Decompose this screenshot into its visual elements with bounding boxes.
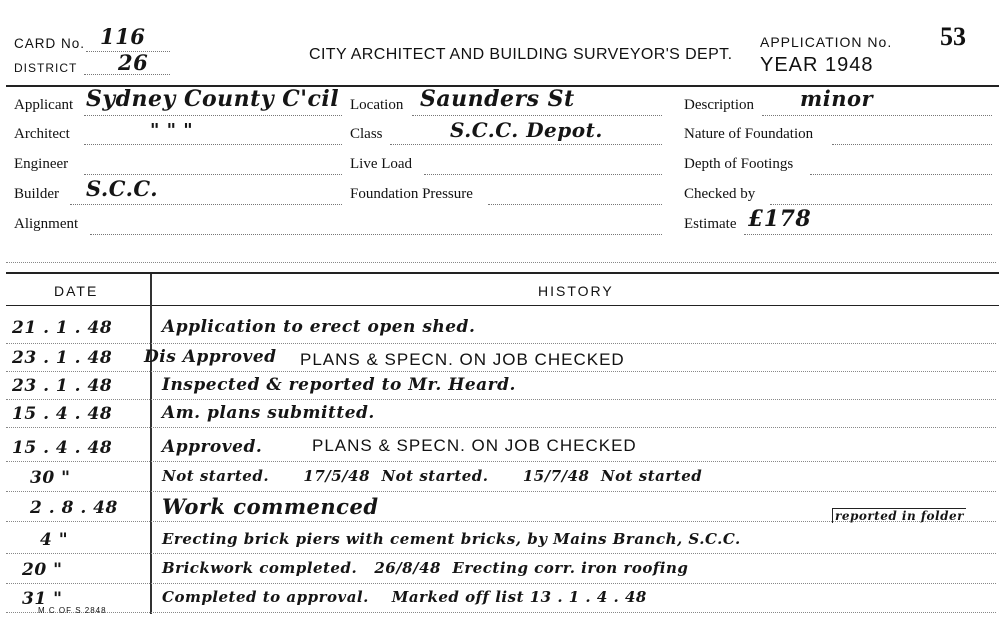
engineer-label: Engineer: [14, 156, 69, 172]
row-date: 23 . 1 . 48: [12, 348, 113, 368]
row-history: Work commenced: [162, 494, 379, 519]
depth-of-footings-label: Depth of Footings: [684, 156, 794, 172]
plans-checked-stamp: PLANS & SPECN. ON JOB CHECKED: [312, 436, 637, 455]
row-history: Am. plans submitted.: [162, 403, 375, 423]
row-history: Inspected & reported to Mr. Heard.: [162, 375, 516, 395]
architect-value: " " ": [150, 120, 194, 141]
description-value: minor: [800, 86, 874, 111]
architect-label: Architect: [14, 126, 70, 142]
builder-label: Builder: [14, 186, 59, 202]
row-history: Erecting brick piers with cement bricks, by Mains Branch, S.C.C.: [162, 530, 741, 548]
fields-bottom-dotted: [6, 262, 996, 263]
district-label: DISTRICT: [14, 61, 78, 75]
date-column-divider: [150, 274, 152, 614]
table-header-rule: [6, 305, 999, 306]
table-top-rule: [6, 272, 999, 274]
estimate-line: [744, 234, 992, 235]
row-date: 31 ": [22, 589, 63, 609]
row-history: Application to erect open shed.: [162, 317, 476, 337]
builder-line: [70, 204, 342, 205]
district-line: [84, 74, 170, 75]
card-no-label: CARD No.: [14, 36, 86, 51]
row-rule: [6, 343, 996, 344]
row-date: 30 ": [30, 468, 71, 488]
location-label: Location: [350, 97, 404, 113]
row-history: Approved.: [162, 437, 263, 457]
class-line: [390, 144, 662, 145]
description-line: [762, 115, 992, 116]
history-column-header: HISTORY: [538, 283, 614, 299]
estimate-label: Estimate: [684, 216, 737, 232]
date-column-header: DATE: [54, 283, 99, 299]
row-history: Brickwork completed. 26/8/48 Erecting corr. iron roofing: [162, 559, 689, 577]
department-title: CITY ARCHITECT AND BUILDING SURVEYOR'S DEPT.: [309, 46, 733, 63]
form-code: M C OF S 2848: [38, 606, 107, 615]
row-rule: [6, 461, 996, 462]
row-rule: [6, 427, 996, 428]
nature-of-foundation-label: Nature of Foundation: [684, 126, 814, 142]
row-date: 15 . 4 . 48: [12, 438, 113, 458]
reported-in-folder-note: reported in folder: [832, 508, 966, 523]
row-rule: [6, 399, 996, 400]
row-date: 2 . 8 . 48: [30, 498, 118, 518]
row-rule: [6, 491, 996, 492]
checked-by-label: Checked by: [684, 186, 756, 202]
row-history: Not started. 17/5/48 Not started. 15/7/48 Not started: [162, 467, 703, 485]
row-history: Completed to approval. Marked off list 13 . 1 . 4 . 48: [162, 588, 647, 606]
engineer-line: [84, 174, 342, 175]
application-no-label: APPLICATION No.: [760, 34, 893, 50]
row-rule: [6, 612, 996, 613]
row-date: 21 . 1 . 48: [12, 318, 113, 338]
live-load-line: [424, 174, 662, 175]
depth-of-footings-line: [810, 174, 992, 175]
foundation-pressure-label: Foundation Pressure: [350, 186, 473, 202]
row-rule: [6, 553, 996, 554]
alignment-line: [90, 234, 662, 235]
location-value: Saunders St: [420, 86, 575, 112]
year-label: YEAR 1948: [760, 54, 874, 76]
row-history: Dis Approved: [144, 347, 277, 367]
location-line: [412, 115, 662, 116]
estimate-value: £178: [748, 206, 812, 232]
district-value: 26: [118, 50, 149, 75]
checked-by-line: [770, 204, 992, 205]
row-date: 20 ": [22, 560, 63, 580]
builder-value: S.C.C.: [86, 176, 159, 201]
application-no-value: 53: [940, 22, 966, 51]
alignment-label: Alignment: [14, 216, 79, 232]
row-rule: [6, 583, 996, 584]
foundation-pressure-line: [488, 204, 662, 205]
plans-checked-stamp: PLANS & SPECN. ON JOB CHECKED: [300, 350, 625, 369]
applicant-value: Sydney County C'cil: [86, 86, 340, 112]
row-date: 4 ": [40, 530, 69, 550]
architect-line: [84, 144, 342, 145]
class-value: S.C.C. Depot.: [450, 118, 603, 142]
live-load-label: Live Load: [350, 156, 413, 172]
card-no-value: 116: [100, 24, 146, 49]
class-label: Class: [350, 126, 383, 142]
row-date: 23 . 1 . 48: [12, 376, 113, 396]
applicant-line: [84, 115, 342, 116]
applicant-label: Applicant: [14, 97, 74, 113]
nature-of-foundation-line: [832, 144, 992, 145]
row-date: 15 . 4 . 48: [12, 404, 113, 424]
description-label: Description: [684, 97, 754, 113]
row-rule: [6, 371, 996, 372]
